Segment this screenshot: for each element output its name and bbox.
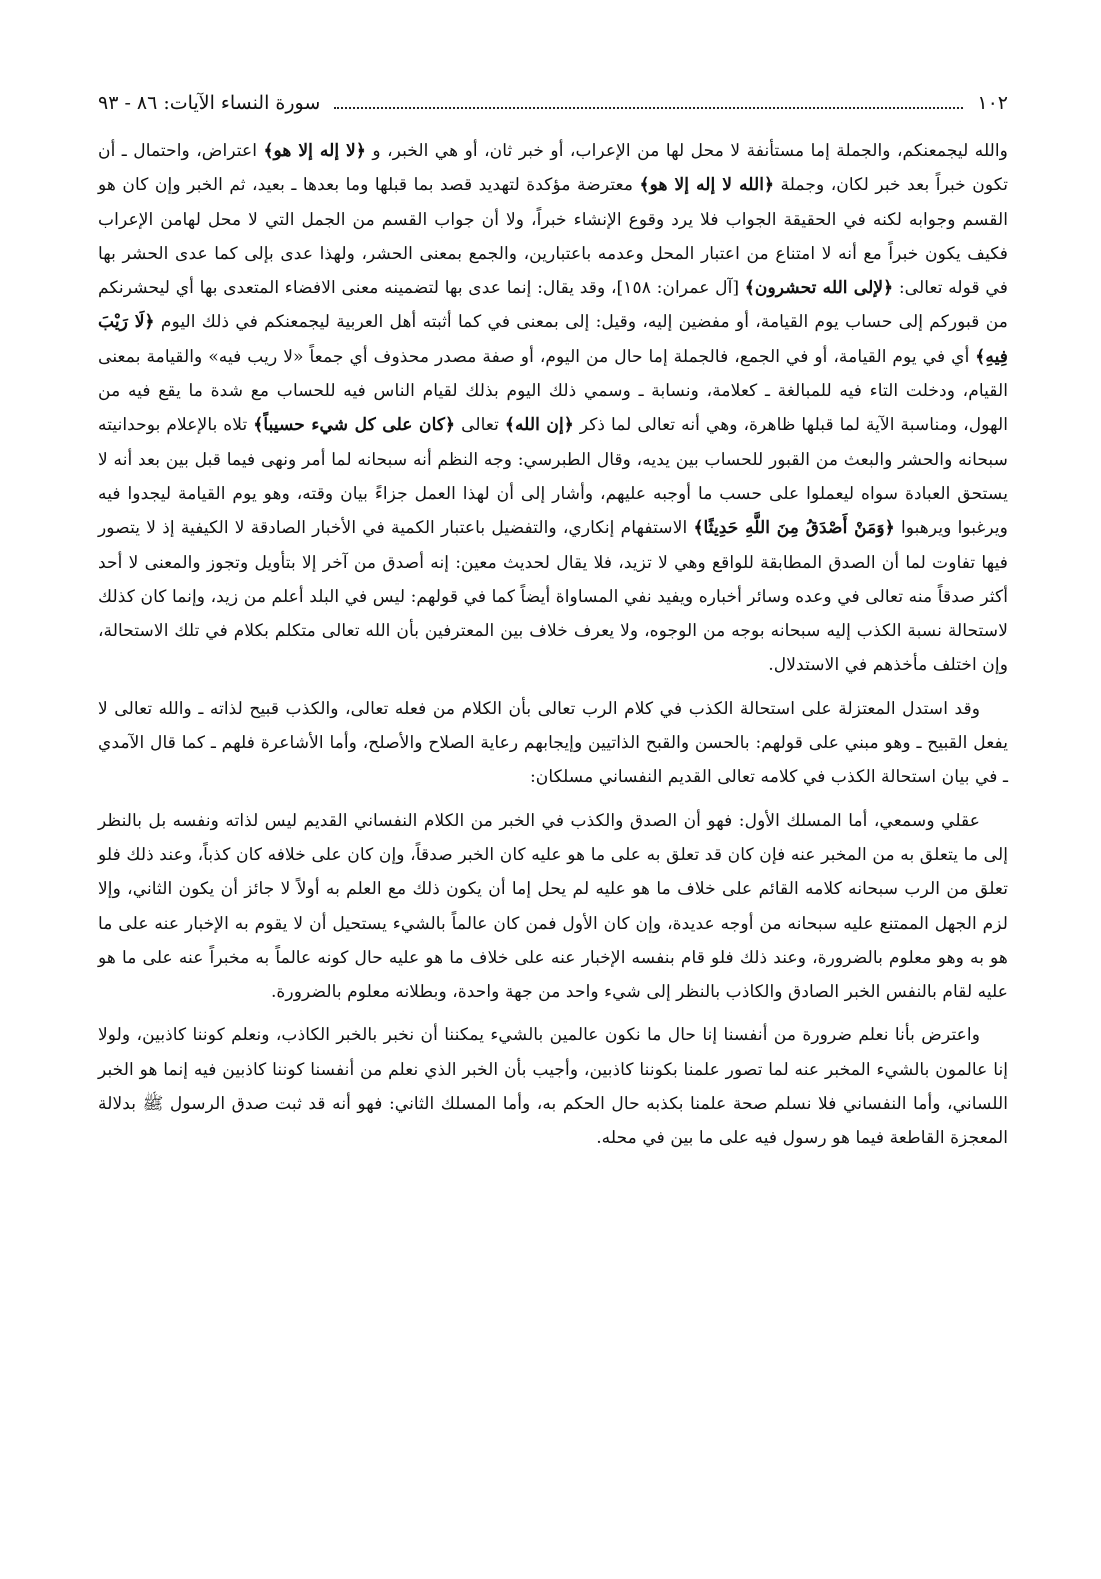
paragraph-2: وقد استدل المعتزلة على استحالة الكذب في كلام الرب تعالى بأن الكلام من فعله تعالى، والكذب قبيح لذاته ـ والله تعالى لا يفعل القبيح ـ وهو مبني على قولهم: بالحسن والقبح الذاتيين وإيجابهم رعاية الصلاح والأصلح، وأما الأشاعرة فلهم ـ كما قال الآمدي ـ في بيان استحالة الكذب في كلامه تعالى القديم النفساني مسلكان: (98, 698, 1008, 788)
quran-quote: ﴿الله لا إله إلا هو﴾ (639, 175, 775, 196)
paragraph-1: والله ليجمعنكم، والجملة إما مستأنفة لا محل لها من الإعراب، أو خبر ثان، أو هي الخبر، و ﴿لا إله إلا هو﴾ اعتراض، واحتمال ـ أن تكون خبراً بعد خبر لكان، وجملة ﴿الله لا إله إلا هو﴾ معترضة مؤكدة لتهديد قصد بما قبلها وما بعدها ـ بعيد، ثم الخبر وإن كان هو القسم وجوابه لكنه في الحقيقة الجواب فلا يرد وقوع الإنشاء خبراً، ولا أن جواب القسم من الجمل التي لا محل لهامن الإعراب فكيف يكون خبراً مع أنه لا امتناع من اعتبار المحل وعدمه باعتبارين، والجمع بمعنى الحشر، ولهذا عدى بإلى كما عدى الحشر بها في قوله تعالى: ﴿لإلى الله تحشرون﴾ [آل عمران: ١٥٨]، وقد يقال: إنما عدى بها لتضمينه معنى الافضاء المتعدى بها أي ليحشرنكم من قبوركم إلى حساب يوم القيامة، أو مفضين إليه، وقيل: إلى بمعنى في كما أثبته أهل العربية ليجمعنكم في ذلك اليوم ﴿لَا رَيْبَ فِيهِ﴾ أي في يوم القيامة، أو في الجمع، فالجملة إما حال من اليوم، أو صفة مصدر محذوف أي جمعاً «لا ريب فيه» والقيامة بمعنى القيام، ودخلت التاء فيه للمبالغة ـ كعلامة، ونسابة ـ وسمي ذلك اليوم بذلك لقيام الناس فيه للحساب مع شدة ما يقع فيه من الهول، ومناسبة الآية لما قبلها ظاهرة، وهي أنه تعالى لما ذكر ﴿إن الله﴾ تعالى ﴿كان على كل شيء حسيباً﴾ تلاه بالإعلام بوحدانيته سبحانه والحشر والبعث من القبور للحساب بين يديه، وقال الطبرسي: وجه النظم أنه سبحانه لما أمر ونهى فيما قبل بين بعد أنه لا يستحق العبادة سواه ليعملوا على حسب ما أوجبه عليهم، وأشار إلى أن لهذا العمل جزاءً بيان وقته، وهو يوم القيامة ليجدوا فيه ويرغبوا ويرهبوا ﴿وَمَنْ أَصْدَقُ مِنَ اللَّهِ حَدِيثًا﴾ الاستفهام إنكاري، والتفضيل باعتبار الكمية في الأخبار الصادقة لا الكيفية إذ لا يتصور فيها تفاوت لما أن الصدق المطابقة للواقع وهي لا تزيد، فلا يقال لحديث معين: إنه أصدق من آخر إلا بتأويل وتجوز والمعنى لا أحد أكثر صدقاً منه تعالى في وعده وسائر أخباره ويفيد نفي المساواة أيضاً كما في قولهم: ليس في البلد أعلم من زيد، وإنما كان كذلك لاستحالة نسبة الكذب إليه سبحانه بوجه من الوجوه، ولا يعرف خلاف بين المعترفين بأن الله تعالى متكلم بكلام في تلك الاستحالة، وإن اختلف مأخذهم في الاستدلال. (98, 141, 1009, 676)
quran-quote: ﴿كان على كل شيء حسيباً﴾ (253, 415, 456, 436)
running-header (98, 82, 1008, 116)
book-page (98, 82, 1008, 1156)
paragraph-3: عقلي وسمعي، أما المسلك الأول: فهو أن الصدق والكذب في الخبر من الكلام النفساني القديم ليس لذاته ونفسه بل بالنظر إلى ما يتعلق به من المخبر عنه فإن كان قد تعلق به على ما هو عليه كان الخبر صدقاً، وإن كان على خلافه كان كذباً، وعند ذلك فلو تعلق من الرب سبحانه كلامه القائم على خلاف ما هو عليه لم يحل إما أن يكون ذلك مع العلم به أولاً لا جائز أن يكون الثاني، وإلا لزم الجهل الممتنع عليه سبحانه من أوجه عديدة، وإن كان الأول فمن كان عالماً بالشيء يستحيل أن لا يقوم به الإخبار عنه على ما هو به وهو معلوم بالضرورة، وعند ذلك فلو قام بنفسه الإخبار عنه على خلاف ما هو عليه حال كونه عالماً به مخبراً عنه على ما هو عليه لقام بالنفس الخبر الصادق والكاذب بالنظر إلى شيء واحد من جهة واحدة، وبطلانه معلوم بالضرورة. (98, 810, 1008, 1003)
quran-quote: ﴿لا إله إلا هو﴾ (263, 141, 366, 161)
quran-quote: ﴿لإلى الله تحشرون﴾ (744, 278, 894, 299)
quran-quote: ﴿وَمَنْ أَصْدَقُ مِنَ اللَّهِ حَدِيثًا﴾ (693, 518, 895, 539)
page-body (98, 134, 1008, 1156)
quran-quote: ﴿لَا رَيْبَ فِيهِ﴾ (98, 312, 1008, 367)
surah-title: سورة النساء الآيات: ٨٦ - ٩٣ (98, 92, 321, 114)
page-number: ١٠٢ (977, 92, 1008, 114)
paragraph-4: واعترض بأنا نعلم ضرورة من أنفسنا إنا حال ما نكون عالمين بالشيء يمكننا أن نخبر بالخبر الكاذب، ونعلم كوننا كاذبين، ولولا إنا عالمون بالشيء المخبر عنه لما تصور علمنا بكوننا كاذبين، وأجيب بأن الخبر الذي نعلم من أنفسنا كوننا كاذبين فيه إنما هو الخبر اللساني، وأما النفساني فلا نسلم صحة علمنا بكذبه حال الحكم به، وأما المسلك الثاني: فهو أنه قد ثبت صدق الرسول ﷺ بدلالة المعجزة القاطعة فيما هو رسول فيه على ما بين في محله. (98, 1025, 1008, 1149)
quran-quote: ﴿إن الله﴾ (504, 415, 574, 436)
header-dot-leader (334, 107, 963, 109)
